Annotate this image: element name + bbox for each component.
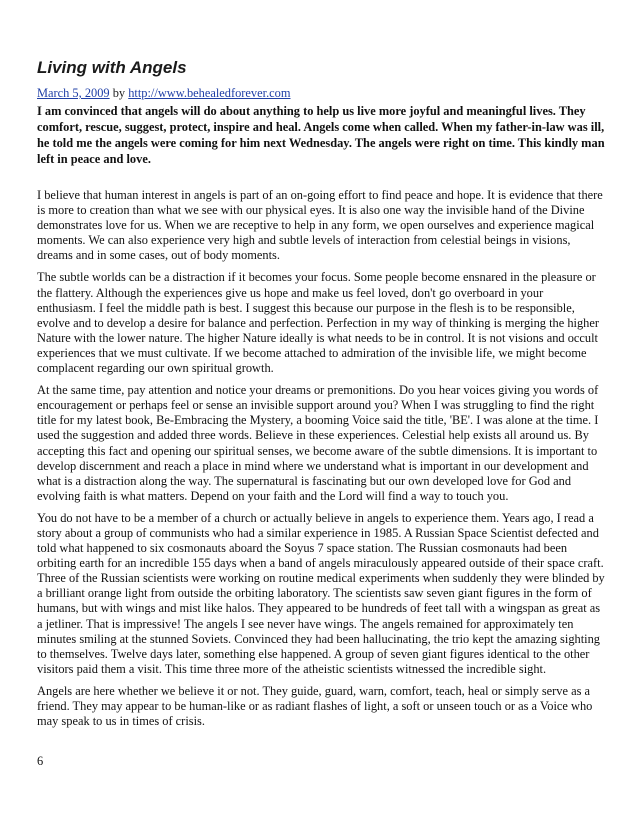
body-paragraph-1: I believe that human interest in angels is part of an on-going effort to find peace and hope. It is evidence that there is more to creation than what we see with our physical eyes. It is also one way the invisible hand of the Divine demonstrates love for us. When we are receptive to help in any form, we open ourselves and experience magical moments. We can also experience very high and subtle levels of interaction from celestial beings in visions, dreams and in some cases, out of body moments. (37, 188, 603, 263)
body-paragraph-3: At the same time, pay attention and notice your dreams or premonitions. Do you hear voices giving you words of encouragement or perhaps feel or sense an invisible support around you? When I was struggling to find the right title for my latest book, Be-Embracing the Mystery, a booming Voice said the title, 'BE'. I was alone at the time. I used the suggestion and added three words. Believe in these experiences. Celestial help exists all around us. By accepting this fact and opening our spiritual senses, we become aware of the subtle dimensions. It is important to develop discernment and reach a place in mind where we understand what is important in our development and what is a distraction along the way. The supernatural is fascinating but our own developed love for God and evolving faith is what matters. Depend on your faith and the Lord will find a way to touch you. (37, 383, 599, 503)
body-paragraph-2: The subtle worlds can be a distraction if it becomes your focus. Some people become ensnared in the pleasure or the flattery. Although the experiences give us hope and make us feel loved, don't go overboard in your enthusiasm. I feel the middle path is best. I suggest this because our purpose in the flesh is to be responsible, evolve and to develop a desire for balance and perfection. Perfection in my way of thinking is merging the higher Nature with the lower nature. The higher Nature ideally is what needs to be in control. It is not visions and occult experiences that we must cultivate. If we become attached to admiration of the invisible life, we might become complacent regarding our own spiritual growth. (37, 270, 599, 376)
body-paragraph-4: You do not have to be a member of a church or actually believe in angels to experience them. Years ago, I read a story about a group of communists who had a similar experience in 1985. A Russian Space Scientist defected and told what happened to six cosmonauts aboard the Soyus 7 space station. The Russian cosmonauts had been orbiting earth for an incredible 155 days when a band of angels miraculously appeared outside of their space craft. Three of the Russian scientists were working on routine medical experiments when suddenly they were blinded by a brilliant orange light from outside the orbiting laboratory. The scientists saw seven giant figures in the form of humans, but with wings and mist like halos. They appeared to be hundreds of feet tall with a wingspan as great as a jetliner. That is impressive! The angels I see never have wings. The angels remained for approximately ten minutes smiling at the stunned Soviets. Convinced they had been hallucinating, the trio kept the amazing sighting to themselves. Twelve days later, something else happened. A group of seven giant figures identical to the other visitors paid them a visit. This time three more of the atheistic scientists witnessed the incredible sight. (37, 510, 605, 676)
page-number: 6 (37, 754, 44, 768)
article (37, 58, 605, 736)
byline-word: by (112, 86, 126, 100)
lead-paragraph: I am convinced that angels will do about anything to help us live more joyful and meaningful lives. They comfort, rescue, suggest, protect, inspire and heal. Angels come when called. When my father-in-law was ill, he told me the angels were coming for him next Wednesday. The angels were right on time. This kindly man left in peace and love. (37, 104, 605, 166)
body-paragraph-5: Angels are here whether we believe it or not. They guide, guard, warn, comfort, teach, heal or simply serve as a friend. They may appear to be human-like or as radiant flashes of light, a soft or unseen touch or as a Voice who may speak to us in times of crisis. (37, 683, 593, 729)
article-meta (37, 86, 605, 101)
author-url-link[interactable]: http://www.behealedforever.com (128, 86, 291, 100)
article-date-link[interactable]: March 5, 2009 (37, 86, 110, 100)
article-title: Living with Angels (37, 58, 187, 77)
